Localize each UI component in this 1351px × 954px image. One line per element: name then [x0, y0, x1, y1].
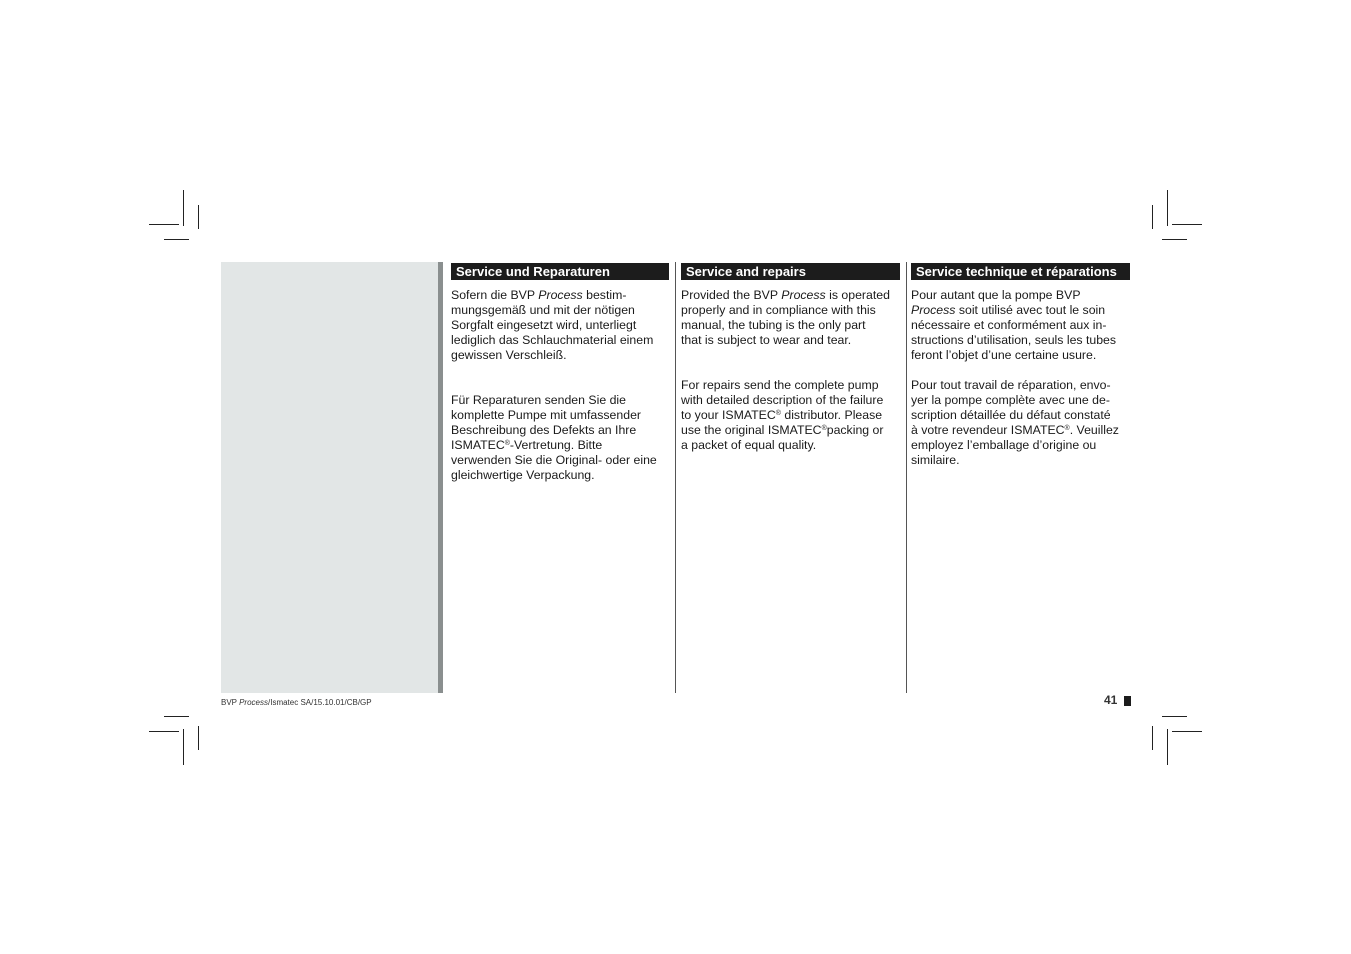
- italic-text: Process: [911, 303, 956, 317]
- text-run: Pour tout travail de réparation, envo-: [911, 378, 1111, 392]
- text-run: similaire.: [911, 453, 960, 467]
- crop-mark: [183, 190, 184, 226]
- text-run: . Veuillez: [1069, 423, 1119, 437]
- italic-text: Process: [781, 288, 826, 302]
- page-number: 41: [1104, 693, 1118, 707]
- text-run: à votre revendeur ISMATEC: [911, 423, 1065, 437]
- paragraph-german-1: [451, 288, 669, 363]
- document-reference: [221, 698, 372, 707]
- text-run: bestim-: [582, 288, 627, 302]
- text-run: soit utilisé avec tout le soin: [955, 303, 1106, 317]
- section-heading-english: Service and repairs: [681, 263, 900, 280]
- text-run: is operated: [825, 288, 890, 302]
- text-run: lediglich das Schlauchmaterial einem: [451, 333, 654, 347]
- text-run: scription détaillée du défaut constaté: [911, 408, 1111, 422]
- text-run: packing or: [826, 423, 884, 437]
- doc-prefix: BVP: [221, 698, 240, 707]
- crop-mark: [1167, 190, 1168, 226]
- paragraph-german-2: [451, 393, 669, 483]
- crop-mark: [1162, 716, 1187, 717]
- crop-mark: [1172, 731, 1202, 732]
- registered-mark: ®: [1064, 425, 1070, 432]
- text-run: gewissen Verschleiß.: [451, 348, 567, 362]
- text-run: Sorgfalt eingesetzt wird, unterliegt: [451, 318, 637, 332]
- registered-mark: ®: [821, 425, 827, 432]
- text-run: gleichwertige Verpackung.: [451, 468, 595, 482]
- crop-mark: [1162, 239, 1187, 240]
- text-run: manual, the tubing is the only part: [681, 318, 866, 332]
- text-run: distributor. Please: [780, 408, 883, 422]
- text-run: komplette Pumpe mit umfassender: [451, 408, 642, 422]
- paragraph-french-1: [911, 288, 1130, 363]
- crop-mark: [149, 731, 179, 732]
- crop-mark: [149, 224, 179, 225]
- text-run: to your ISMATEC: [681, 408, 776, 422]
- text-run: use the original ISMATEC: [681, 423, 822, 437]
- text-run: For repairs send the complete pump: [681, 378, 879, 392]
- paragraph-french-2: [911, 378, 1130, 468]
- page-marker: [1124, 696, 1131, 706]
- side-panel: [221, 262, 438, 693]
- side-bar: [438, 262, 443, 693]
- crop-mark: [164, 239, 189, 240]
- crop-mark: [164, 716, 189, 717]
- crop-mark: [1167, 729, 1168, 765]
- column-german: [451, 263, 669, 483]
- italic-text: Process: [538, 288, 583, 302]
- text-run: feront l’objet d’une certaine usure.: [911, 348, 1097, 362]
- text-run: employez l’emballage d’origine ou: [911, 438, 1097, 452]
- doc-italic: Process: [239, 698, 268, 707]
- text-run: a packet of equal quality.: [681, 438, 817, 452]
- text-run: with detailed description of the failure: [681, 393, 884, 407]
- crop-mark: [198, 726, 199, 750]
- text-run: structions d’utilisation, seuls les tubes: [911, 333, 1117, 347]
- text-run: ISMATEC: [451, 438, 505, 452]
- text-run: properly and in compliance with this: [681, 303, 876, 317]
- text-run: Beschreibung des Defekts an Ihre: [451, 423, 637, 437]
- column-english: [681, 263, 900, 453]
- crop-mark: [1152, 205, 1153, 229]
- text-run: Sofern die BVP: [451, 288, 539, 302]
- section-heading-german: Service und Reparaturen: [451, 263, 669, 280]
- text-run: mungsgemäß und mit der nötigen: [451, 303, 635, 317]
- crop-mark: [1172, 224, 1202, 225]
- column-french: [911, 263, 1130, 468]
- crop-mark: [1152, 726, 1153, 750]
- crop-mark: [198, 205, 199, 229]
- paragraph-english-1: [681, 288, 900, 348]
- text-run: Provided the BVP: [681, 288, 782, 302]
- text-run: Für Reparaturen senden Sie die: [451, 393, 626, 407]
- column-divider: [906, 262, 907, 693]
- column-divider: [675, 262, 676, 693]
- paragraph-english-2: [681, 378, 900, 453]
- registered-mark: ®: [775, 410, 781, 417]
- text-run: that is subject to wear and tear.: [681, 333, 852, 347]
- text-run: -Vertretung. Bitte: [509, 438, 603, 452]
- registered-mark: ®: [504, 440, 510, 447]
- crop-mark: [183, 729, 184, 765]
- text-run: nécessaire et conformément aux in-: [911, 318, 1107, 332]
- section-heading-french: Service technique et réparations: [911, 263, 1130, 280]
- text-run: yer la pompe complète avec une de-: [911, 393, 1110, 407]
- doc-suffix: /Ismatec SA/15.10.01/CB/GP: [268, 698, 372, 707]
- text-run: Pour autant que la pompe BVP: [911, 288, 1081, 302]
- text-run: verwenden Sie die Original- oder eine: [451, 453, 657, 467]
